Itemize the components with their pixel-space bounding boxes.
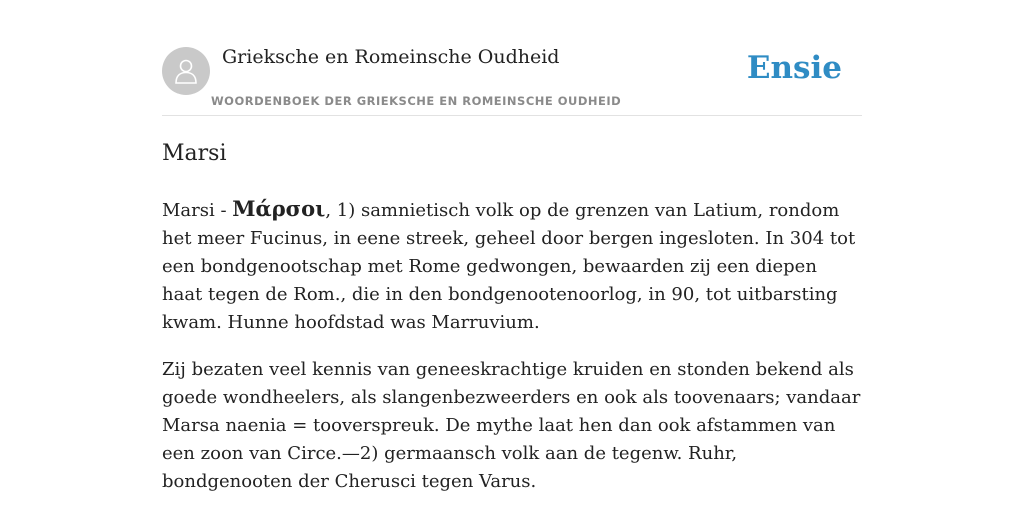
entry-title: Marsi bbox=[162, 141, 227, 166]
article bbox=[162, 138, 862, 496]
greek-term: Μάρσοι bbox=[232, 196, 326, 221]
entry-paragraph-2: Zij bezaten veel kennis van geneeskrachtige kruiden en stonden bekend als goede wondheelers, als slangenbezweerders en ook als toovenaars; vandaar Marsa naenia = tooverspreuk. De mythe laat hen dan ook afstammen van een zoon van Circe.—2) germaansch volk aan de tegenw. Ruhr, bondgenooten der Cherusci tegen Varus. bbox=[162, 359, 861, 492]
brand-logo[interactable]: Ensie bbox=[746, 50, 842, 86]
term-separator: - bbox=[214, 200, 233, 221]
entry-paragraph-1-text: , 1) samnietisch volk op de grenzen van Latium, rondom het meer Fucinus, in eene streek, geheel door bergen ingesloten. In 304 tot een bondgenootschap met Rome gedwongen, bewaarden zij een diepen haat tegen de Rom., die in den bondgenootenoorlog, in 90, tot uitbarsting kwam. Hunne hoofdstad was Marruvium. bbox=[162, 200, 856, 333]
user-avatar-icon[interactable] bbox=[162, 47, 210, 95]
site-title[interactable]: Grieksche en Romeinsche Oudheid bbox=[222, 46, 560, 68]
user-icon bbox=[171, 56, 201, 86]
dictionary-subtitle[interactable]: WOORDENBOEK DER GRIEKSCHE EN ROMEINSCHE OUDHEID bbox=[211, 94, 622, 108]
entry-term: Marsi bbox=[162, 200, 215, 221]
entry-paragraph-1 bbox=[162, 195, 862, 337]
header bbox=[162, 0, 862, 116]
